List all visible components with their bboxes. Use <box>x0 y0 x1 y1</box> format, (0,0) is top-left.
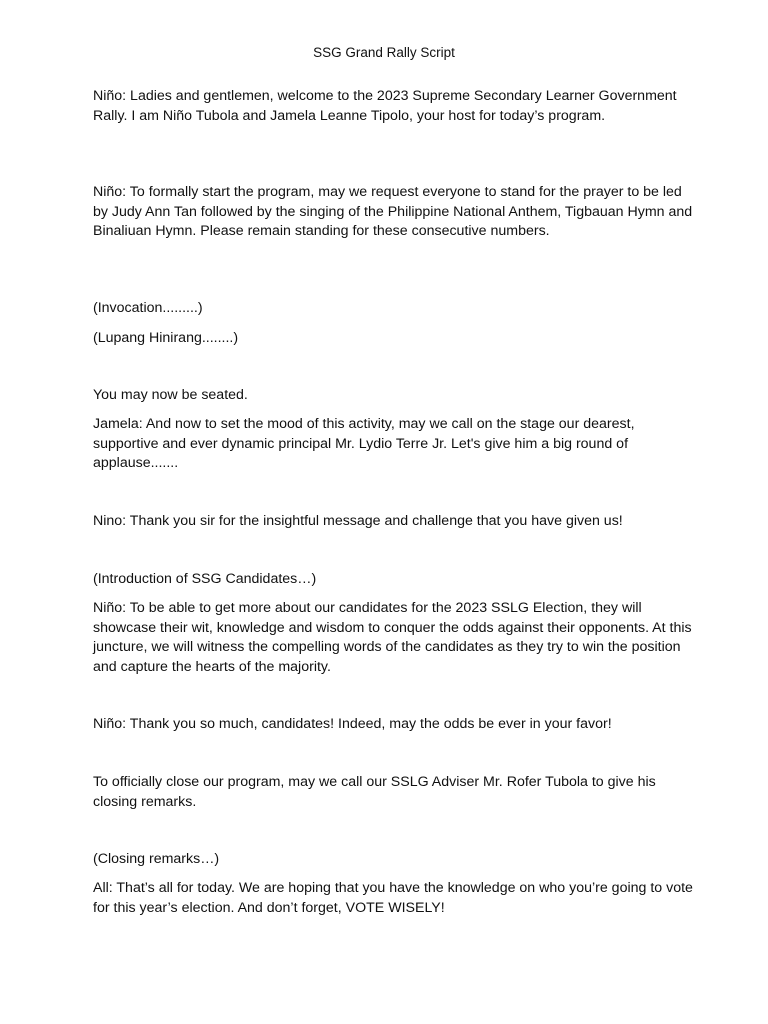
paragraph-closing-remarks: (Closing remarks…) <box>93 851 220 867</box>
paragraph-thank-candidates: Niño: Thank you so much, candidates! Indeed, may the odds be ever in your favor! <box>93 716 612 732</box>
document-title: SSG Grand Rally Script <box>313 45 455 60</box>
paragraph-be-seated: You may now be seated. <box>93 387 248 403</box>
paragraph-closing-call: To officially close our program, may we call our SSLG Adviser Mr. Rofer Tubola to give his closing remarks. <box>93 774 656 810</box>
paragraph-final-words: All: That’s all for today. We are hoping that you have the knowledge on who you’re going to vote for this year’s election. And don’t forget, VOTE WISELY! <box>93 880 693 916</box>
paragraph-candidates-intro: (Introduction of SSG Candidates…) <box>93 571 317 587</box>
paragraph-lupang-hinirang: (Lupang Hinirang........) <box>93 330 239 346</box>
paragraph-thank-you-sir: Nino: Thank you sir for the insightful message and challenge that you have given us! <box>93 513 623 529</box>
paragraph-invocation: (Invocation.........) <box>93 300 203 316</box>
paragraph-candidates-showcase: Niño: To be able to get more about our candidates for the 2023 SSLG Election, they will showcase their wit, knowledge and wisdom to conquer the odds against their opponents. At this juncture, we will witness the compelling words of the candidates as they try to win the position and capture the hearts of the majority. <box>93 600 692 675</box>
paragraph-principal-call: Jamela: And now to set the mood of this activity, may we call on the stage our dearest, supportive and ever dynamic principal Mr. Lydio Terre Jr. Let's give him a big round of applause....... <box>93 416 635 471</box>
paragraph-welcome: Niño: Ladies and gentlemen, welcome to the 2023 Supreme Secondary Learner Government Rally. I am Niño Tubola and Jamela Leanne Tipolo, your host for today’s program. <box>93 88 677 124</box>
paragraph-formal-start: Niño: To formally start the program, may we request everyone to stand for the prayer to be led by Judy Ann Tan followed by the singing of the Philippine National Anthem, Tigbauan Hymn and Binaliuan Hymn. Please remain standing for these consecutive numbers. <box>93 184 693 239</box>
